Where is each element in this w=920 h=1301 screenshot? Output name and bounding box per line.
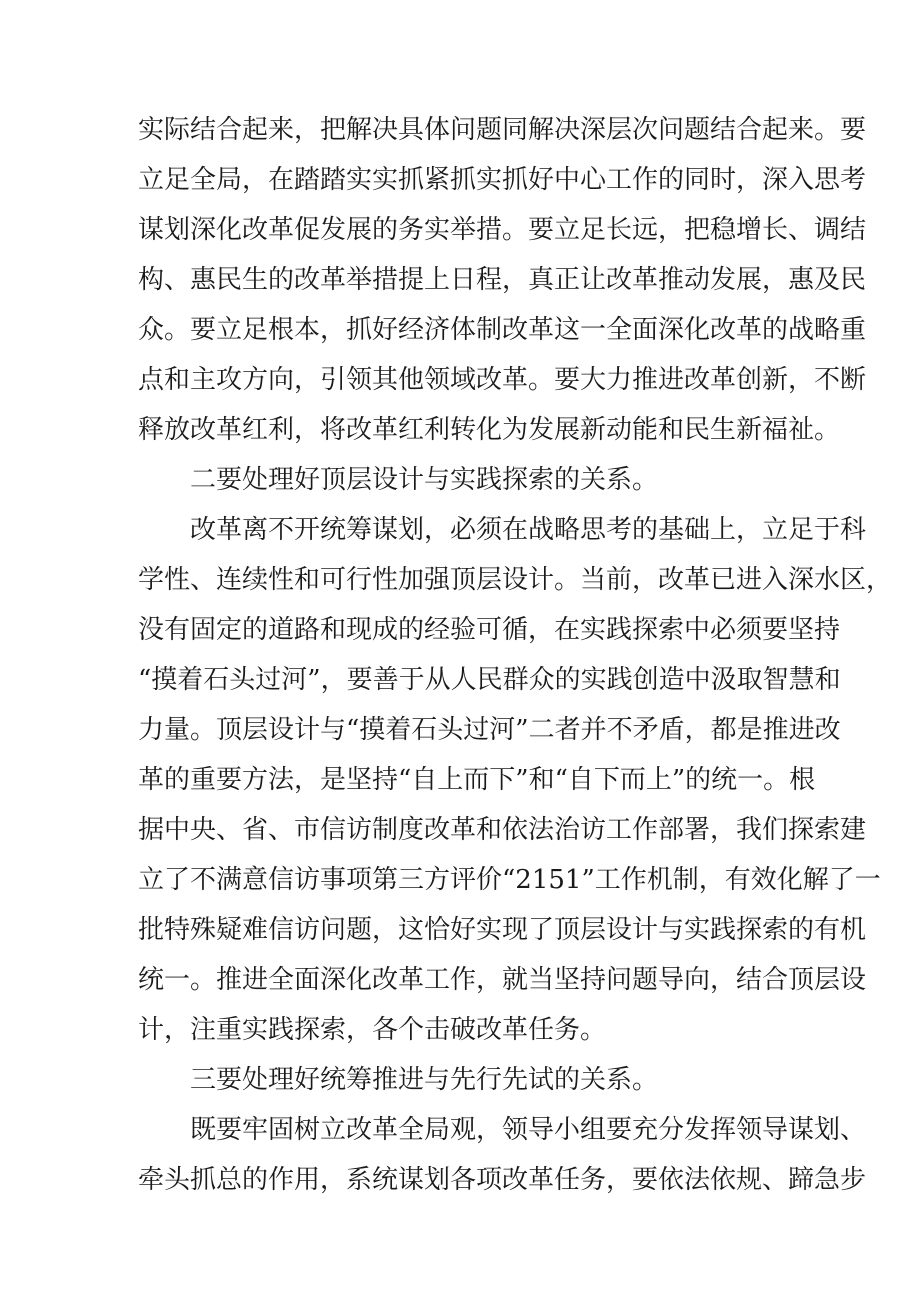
paragraph-line: 众。要立足根本，抓好经济体制改革这一全面深化改革的战略重	[138, 315, 867, 345]
paragraph-line: 力量。顶层设计与“摸着石头过河”二者并不矛盾，都是推进改	[138, 715, 841, 745]
paragraph-line: 立足全局，在踏踏实实抓紧抓实抓好中心工作的同时，深入思考	[138, 165, 867, 195]
paragraph-line: 统一。推进全面深化改革工作，就当坚持问题导向，结合顶层设	[138, 965, 867, 995]
paragraph-line: 改革离不开统筹谋划，必须在战略思考的基础上，立足于科	[190, 515, 867, 545]
paragraph-line: 实际结合起来，把解决具体问题同解决深层次问题结合起来。要	[138, 115, 867, 145]
paragraph-line: 谋划深化改革促发展的务实举措。要立足长远，把稳增长、调结	[138, 215, 867, 245]
paragraph-line: 计，注重实践探索，各个击破改革任务。	[138, 1015, 607, 1045]
paragraph-line: “摸着石头过河”，要善于从人民群众的实践创造中汲取智慧和	[138, 665, 841, 695]
paragraph-line: 没有固定的道路和现成的经验可循，在实践探索中必须要坚持	[138, 615, 841, 645]
paragraph-line: 革的重要方法，是坚持“自上而下”和“自下而上”的统一。根	[138, 765, 816, 795]
paragraph-line: 牵头抓总的作用，系统谋划各项改革任务，要依法依规、蹄急步	[138, 1165, 867, 1195]
paragraph-line: 批特殊疑难信访问题，这恰好实现了顶层设计与实践探索的有机	[138, 915, 867, 945]
section-heading: 三要处理好统筹推进与先行先试的关系。	[190, 1065, 659, 1095]
paragraph-line: 立了不满意信访事项第三方评价“2151”工作机制，有效化解了一	[138, 865, 881, 895]
paragraph-line: 构、惠民生的改革举措提上日程，真正让改革推动发展，惠及民	[138, 265, 867, 295]
paragraph-line: 学性、连续性和可行性加强顶层设计。当前，改革已进入深水区，	[138, 565, 893, 595]
section-heading: 二要处理好顶层设计与实践探索的关系。	[190, 465, 659, 495]
paragraph-line: 据中央、省、市信访制度改革和依法治访工作部署，我们探索建	[138, 815, 867, 845]
paragraph-line: 既要牢固树立改革全局观，领导小组要充分发挥领导谋划、	[190, 1115, 867, 1145]
paragraph-line: 释放改革红利，将改革红利转化为发展新动能和民生新福祉。	[138, 415, 841, 445]
paragraph-line: 点和主攻方向，引领其他领域改革。要大力推进改革创新，不断	[138, 365, 867, 395]
